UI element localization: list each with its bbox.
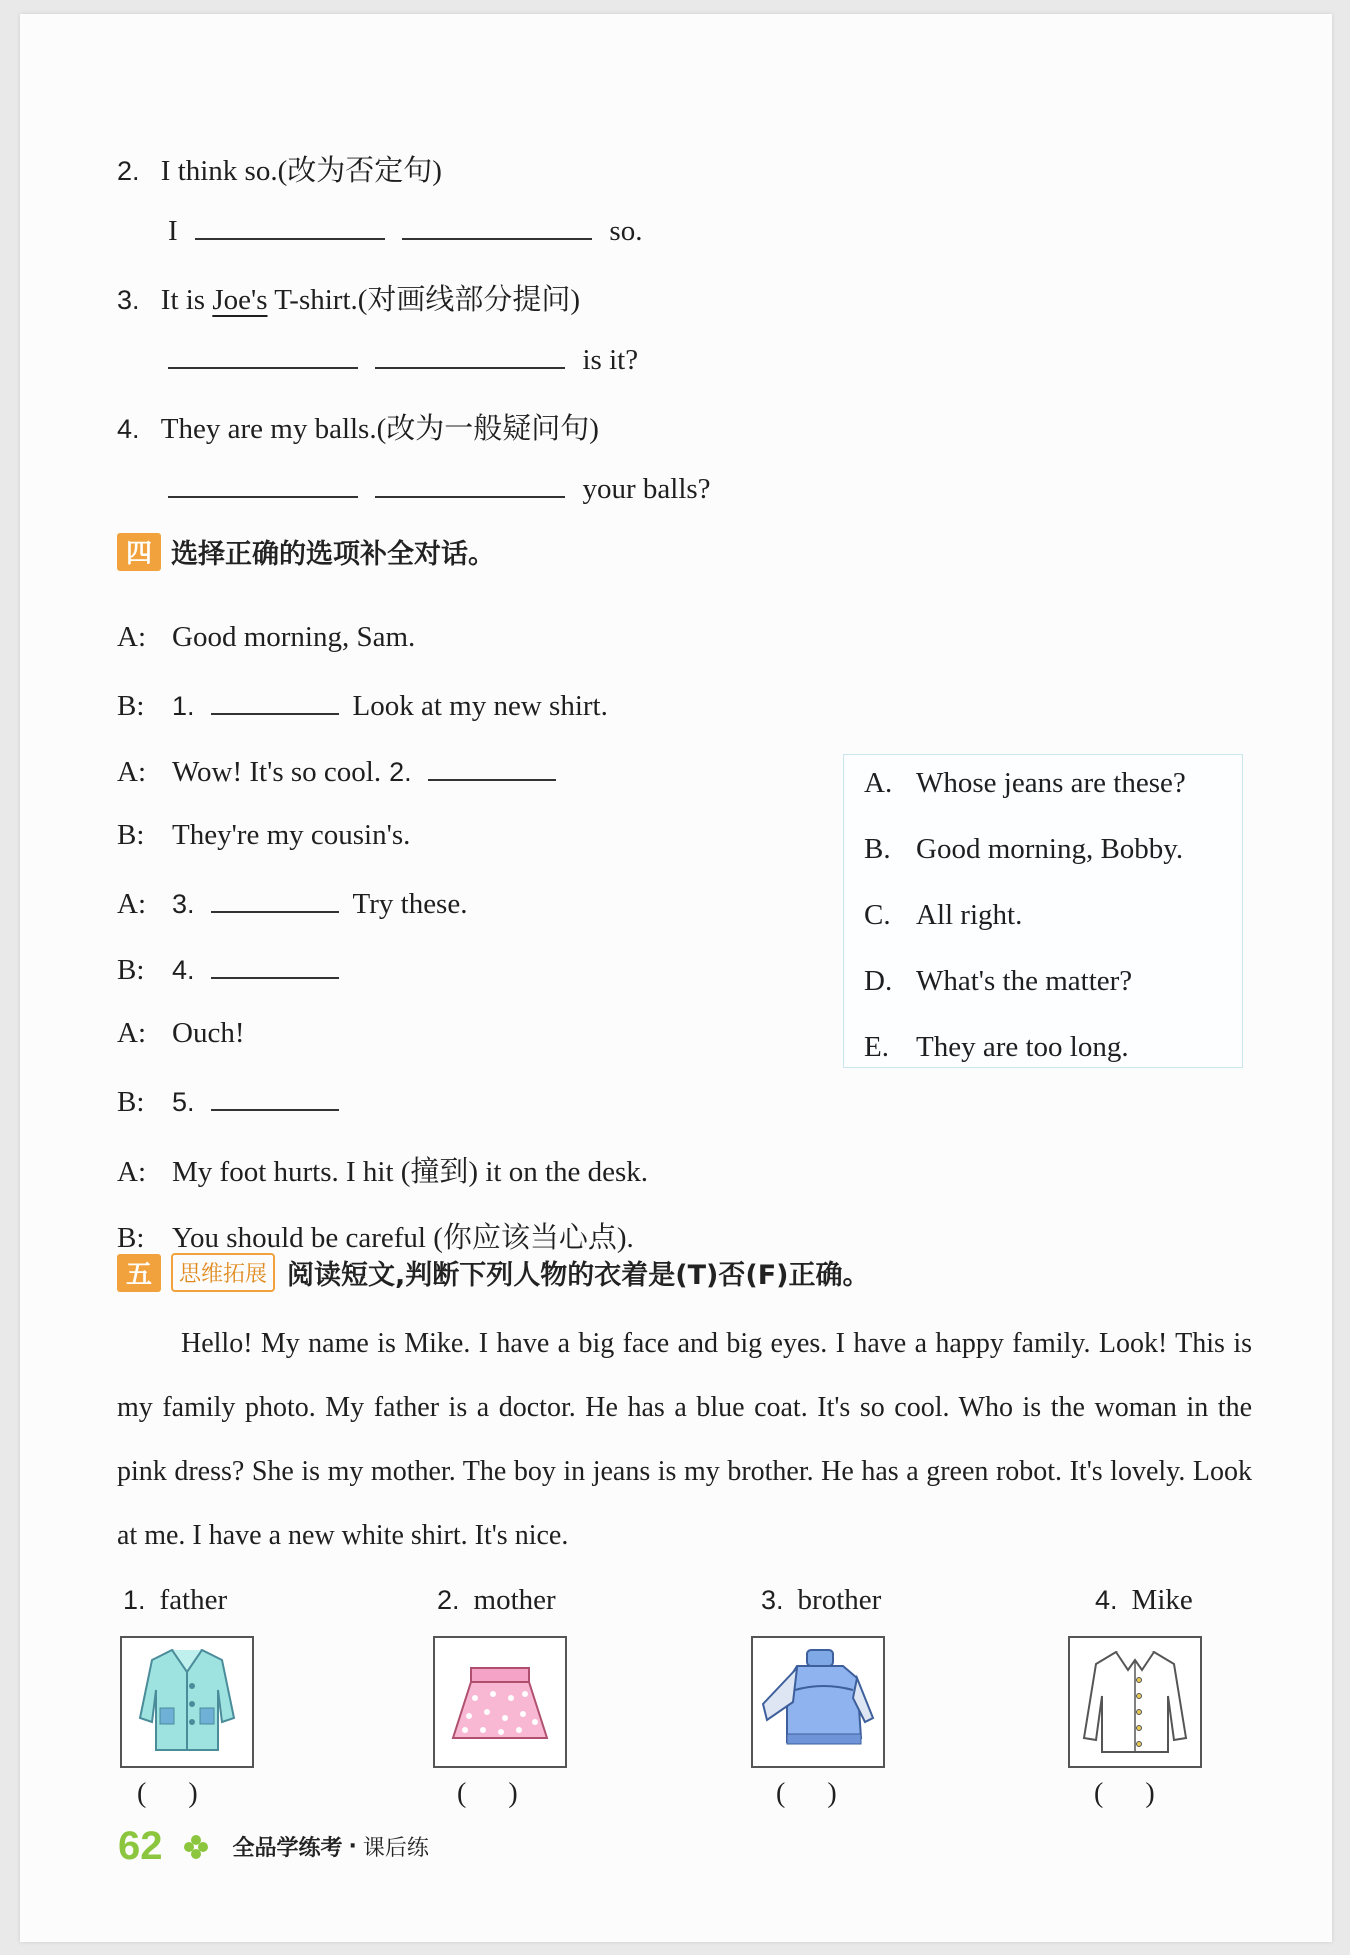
option-item [864, 767, 1186, 800]
option-text: Whose jeans are these? [916, 767, 1186, 799]
answer-parentheses[interactable]: ( ) [776, 1778, 837, 1809]
page-number: 62 [118, 1824, 163, 1868]
speaker-label: A: [117, 621, 146, 653]
section-4-heading [117, 532, 495, 571]
picture-frame [433, 1636, 567, 1768]
option-letter: C. [864, 899, 891, 931]
answer-parentheses[interactable]: ( ) [137, 1778, 198, 1809]
blank-number: 3. [172, 889, 195, 919]
option-text: All right. [916, 899, 1023, 931]
item-label: 3. brother [761, 1584, 882, 1616]
speaker-label: B: [117, 1222, 145, 1254]
item-label: 1. father [123, 1584, 228, 1616]
section-5-heading [117, 1253, 870, 1292]
dialogue-line: A: Ouch! [117, 1017, 245, 1049]
dialogue-line: A: Wow! It's so cool. 2. [117, 753, 556, 789]
book-title: 全品学练考 [232, 1836, 343, 1861]
picture-frame [1068, 1636, 1202, 1768]
thinking-extension-tag: 思维拓展 [171, 1253, 275, 1292]
answer-blank[interactable] [211, 951, 339, 979]
question-3: 3. It is Joe's T-shirt.(对画线部分提问) [117, 284, 581, 316]
section-title: 阅读短文,判断下列人物的衣着是(T)否(F)正确。 [287, 1260, 870, 1291]
question-4-answer-line: your balls? [168, 470, 711, 506]
page-footer: 62 全品学练考 · 课后练 [118, 1824, 429, 1868]
dialogue-line [117, 1083, 339, 1119]
section-number-badge: 五 [117, 1254, 161, 1292]
item-label: 2. mother [437, 1584, 556, 1616]
option-item [864, 965, 1132, 998]
dialogue-line: B: They're my cousin's. [117, 819, 411, 851]
question-2-answer-line: I so. [168, 212, 642, 248]
question-2: 2. I think so.(改为否定句) [117, 155, 442, 187]
answer-blank[interactable] [195, 212, 385, 240]
picture-frame [751, 1636, 885, 1768]
option-item [864, 1031, 1129, 1064]
item-label: 4. Mike [1095, 1584, 1193, 1616]
dialogue-line [117, 951, 339, 987]
option-text: They are too long. [916, 1031, 1129, 1063]
option-item [864, 833, 1183, 866]
speaker-label: B: [117, 690, 145, 722]
worksheet-page [20, 14, 1332, 1942]
dialogue-line: A: 3. Try these. [117, 885, 467, 921]
pink-skirt-icon [435, 1638, 565, 1766]
reading-passage: Hello! My name is Mike. I have a big face and big eyes. I have a happy family. Look! This is my family photo. My father is a doctor. He has a blue coat. It's so cool. Who is the woman in the pink dress? She is my mother. The boy in jeans is my brother. He has a green robot. It's lovely. Look at me. I have a new white shirt. It's nice. [117, 1328, 1252, 1551]
speaker-label: B: [117, 819, 145, 851]
blank-number: 4. [172, 955, 195, 985]
speaker-label: A: [117, 1017, 146, 1049]
answer-parentheses[interactable]: ( ) [1094, 1778, 1155, 1809]
answer-blank[interactable] [428, 753, 556, 781]
dialogue-line: B: You should be careful (你应该当心点). [117, 1222, 634, 1254]
dialogue-line: B: 1. Look at my new shirt. [117, 687, 608, 723]
question-3-answer-line: is it? [168, 341, 638, 377]
speaker-label: A: [117, 756, 146, 788]
underlined-word: Joe's [212, 284, 268, 316]
answer-blank[interactable] [211, 1083, 339, 1111]
section-title: 选择正确的选项补全对话。 [171, 539, 495, 570]
speaker-label: B: [117, 1086, 145, 1118]
picture-frame [120, 1636, 254, 1768]
option-letter: A. [864, 767, 893, 799]
option-letter: E. [864, 1031, 889, 1063]
clover-icon [181, 1832, 211, 1862]
question-4: 4. They are my balls.(改为一般疑问句) [117, 413, 599, 445]
book-subtitle: 课后练 [362, 1836, 429, 1861]
answer-blank[interactable] [402, 212, 592, 240]
blue-sweater-icon [753, 1638, 883, 1766]
dialogue-line: A: Good morning, Sam. [117, 621, 416, 653]
answer-blank[interactable] [375, 470, 565, 498]
answer-parentheses[interactable]: ( ) [457, 1778, 518, 1809]
white-shirt-icon [1070, 1638, 1200, 1766]
option-text: Good morning, Bobby. [916, 833, 1184, 865]
options-box [843, 754, 1243, 1068]
blue-coat-icon [122, 1638, 252, 1766]
dialogue-line: A: My foot hurts. I hit (撞到) it on the desk. [117, 1156, 649, 1188]
blank-number: 5. [172, 1087, 195, 1117]
blank-number: 1. [172, 691, 195, 721]
answer-blank[interactable] [168, 470, 358, 498]
option-item [864, 899, 1022, 932]
option-letter: D. [864, 965, 893, 997]
blank-number: 2. [389, 757, 412, 787]
option-letter: B. [864, 833, 891, 865]
answer-blank[interactable] [211, 687, 339, 715]
answer-blank[interactable] [211, 885, 339, 913]
speaker-label: B: [117, 954, 145, 986]
speaker-label: A: [117, 888, 146, 920]
option-text: What's the matter? [916, 965, 1133, 997]
answer-blank[interactable] [375, 341, 565, 369]
answer-blank[interactable] [168, 341, 358, 369]
speaker-label: A: [117, 1156, 146, 1188]
section-number-badge: 四 [117, 533, 161, 571]
